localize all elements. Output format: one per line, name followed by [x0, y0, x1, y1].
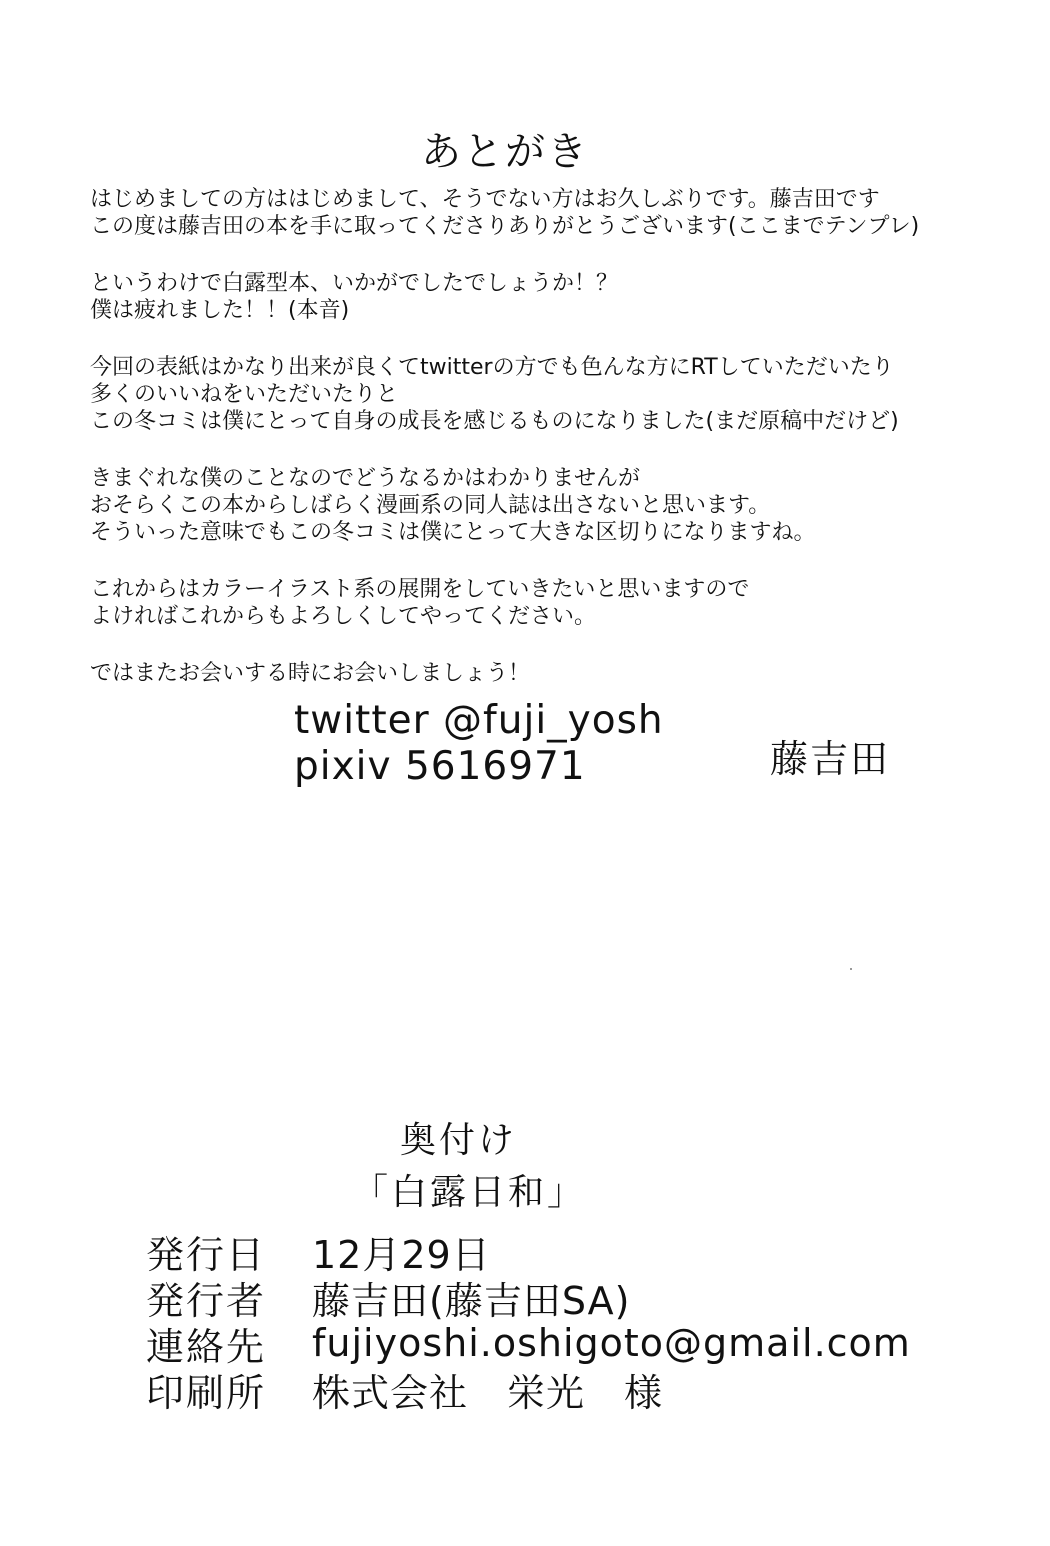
colophon-value: fujiyoshi.oshigoto@gmail.com: [312, 1321, 911, 1365]
text-line: はじめましての方ははじめまして、そうでない方はお久しぶりです。藤吉田です: [90, 187, 880, 212]
text-line: 今回の表紙はかなり出来が良くてtwitterの方でも色んな方にRTしていただいたり: [90, 355, 894, 380]
paragraph-cover: [90, 354, 990, 435]
twitter-handle: twitter @fuji_yosh: [294, 698, 664, 743]
paragraph-future: [90, 465, 990, 546]
colophon-row-issue-date: [146, 1228, 911, 1277]
colophon-table: [146, 1228, 911, 1415]
colophon-value: 12月29日: [312, 1232, 491, 1277]
text-line: この度は藤吉田の本を手に取ってくださりありがとうございます(ここまでテンプレ): [90, 214, 920, 239]
author-signature: 藤吉田: [770, 737, 891, 781]
colophon-label: 発行日: [146, 1232, 267, 1277]
colophon-label: 発行者: [146, 1278, 267, 1323]
contact-block: [294, 698, 664, 790]
pixiv-id: pixiv 5616971: [294, 744, 586, 789]
paragraph-color-illustrations: [90, 576, 990, 630]
paragraph-impressions: [90, 270, 990, 324]
text-line: そういった意味でもこの冬コミは僕にとって大きな区切りになりますね。: [90, 520, 816, 545]
book-title: 「白露日和」: [352, 1172, 587, 1213]
paper-speck: [850, 968, 852, 970]
colophon-row-contact: [146, 1320, 911, 1369]
text-line: というわけで白露型本、いかがでしたでしょうか！？: [90, 271, 619, 296]
colophon-value: 藤吉田(藤吉田SA): [312, 1278, 631, 1323]
text-line: これからはカラーイラスト系の展開をしていきたいと思いますので: [90, 577, 750, 602]
text-line: よければこれからもよろしくしてやってください。: [90, 604, 597, 629]
colophon-row-printer: [146, 1366, 911, 1415]
text-line: 僕は疲れました！！(本音): [90, 298, 350, 323]
afterword-body: [90, 186, 990, 717]
paragraph-farewell: [90, 660, 990, 687]
text-line: おそらくこの本からしばらく漫画系の同人誌は出さないと思います。: [90, 493, 771, 518]
colophon-value: 株式会社 栄光 様: [312, 1370, 664, 1415]
afterword-title: あとがき: [421, 129, 589, 175]
text-line: きまぐれな僕のことなのでどうなるかはわかりませんが: [90, 466, 641, 491]
paragraph-greeting: [90, 186, 990, 240]
text-line: ではまたお会いする時にお会いしましょう！: [90, 661, 531, 686]
colophon-label: 連絡先: [146, 1324, 267, 1369]
text-line: この冬コミは僕にとって自身の成長を感じるものになりました(まだ原稿中だけど): [90, 409, 899, 434]
colophon-title: 奥付け: [400, 1120, 518, 1161]
colophon-label: 印刷所: [146, 1370, 267, 1415]
colophon-row-publisher: [146, 1274, 911, 1323]
text-line: 多くのいいねをいただいたりと: [90, 382, 399, 407]
